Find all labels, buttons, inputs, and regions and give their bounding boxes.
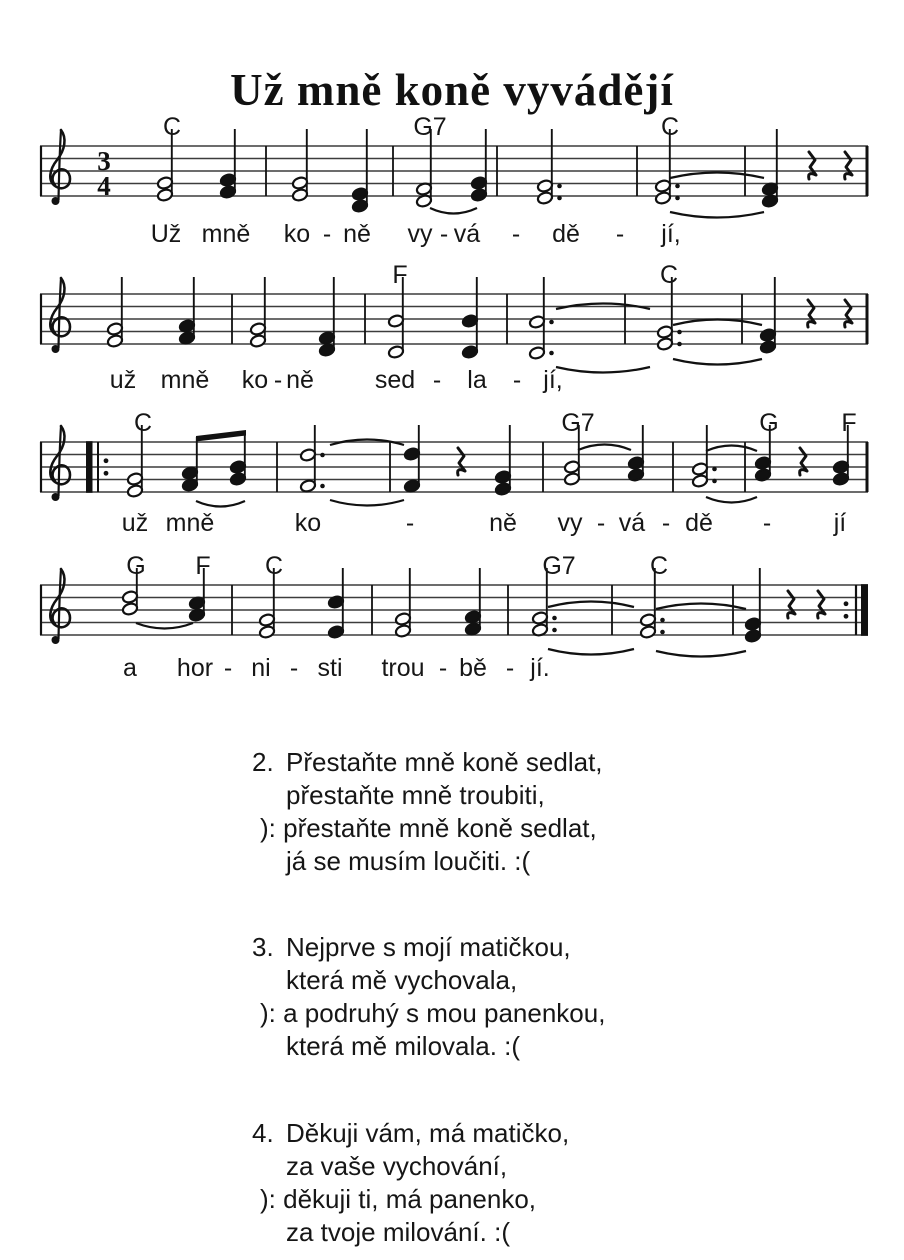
verse-line: ): děkuji ti, má panenko, <box>260 1184 537 1214</box>
augmentation-dot <box>552 616 557 621</box>
tie <box>706 446 757 452</box>
notehead <box>640 625 657 639</box>
notehead <box>259 625 276 639</box>
note-quarter <box>465 568 482 636</box>
quarter-rest-icon <box>458 448 465 475</box>
verse-line: ): přestaňte mně koně sedlat, <box>260 813 597 843</box>
verse-line: ): a podruhý s mou panenkou, <box>260 998 606 1028</box>
augmentation-dot <box>549 320 554 325</box>
final-barline <box>861 584 868 636</box>
treble-clef-icon <box>52 493 60 501</box>
tie <box>670 173 764 179</box>
verse-number: 3. <box>252 932 274 962</box>
treble-clef-icon <box>52 197 60 205</box>
tie <box>330 500 404 506</box>
note-quarter <box>328 568 345 639</box>
quarter-rest-icon <box>809 152 816 179</box>
note-half <box>692 425 717 488</box>
verse-lines <box>260 1117 570 1249</box>
note-half <box>107 277 124 348</box>
lyric-syllable: ně <box>343 220 371 248</box>
notehead <box>537 191 554 205</box>
notehead <box>319 343 336 357</box>
chord-label: G7 <box>542 552 576 580</box>
notehead <box>529 346 546 360</box>
lyric-syllable: sed <box>374 366 416 394</box>
augmentation-dot <box>552 628 557 633</box>
tie <box>673 359 762 365</box>
lyric-hyphen: - <box>273 366 283 394</box>
repeat-dots-icon <box>104 471 109 476</box>
note-quarter <box>319 277 336 357</box>
treble-clef-icon <box>52 636 60 644</box>
note-quarter <box>628 425 645 482</box>
lyric-hyphen: - <box>762 509 772 537</box>
notehead <box>352 199 369 213</box>
repeat-dots-icon <box>844 601 849 606</box>
lyric-syllable: jí, <box>543 366 563 394</box>
lyric-syllable: mně <box>201 220 251 248</box>
verse-4 <box>252 1117 569 1249</box>
time-signature <box>97 146 111 201</box>
lyric-syllable: jí, <box>661 220 681 248</box>
lyric-hyphen: - <box>596 509 606 537</box>
treble-clef-icon <box>52 345 60 353</box>
lyric-syllable: ni <box>251 654 271 682</box>
verse-lines <box>260 746 603 878</box>
augmentation-dot <box>712 467 717 472</box>
note-quarter <box>745 568 762 643</box>
verse-line: za tvoje milování. :( <box>286 1217 510 1247</box>
notehead <box>230 472 247 486</box>
lyric-hyphen: - <box>512 366 522 394</box>
augmentation-dot <box>677 330 682 335</box>
verse-line: která mě vychovala, <box>286 965 518 995</box>
notehead <box>388 345 405 359</box>
verse-line: Přestaňte mně koně sedlat, <box>286 747 603 777</box>
note-quarter <box>462 277 479 359</box>
lyric-hyphen: - <box>223 654 233 682</box>
lyric-hyphen: - <box>511 220 521 248</box>
lyric-syllable: trou <box>381 654 425 682</box>
notehead <box>833 472 850 486</box>
lyric-syllable: la <box>467 366 487 394</box>
lyric-hyphen: - <box>405 509 415 537</box>
notehead <box>465 622 482 636</box>
notehead <box>692 474 709 488</box>
chord-label: F <box>841 409 857 437</box>
chord-label: C <box>133 409 153 437</box>
quarter-rest-icon <box>788 591 795 618</box>
note-half <box>388 277 405 359</box>
note-half <box>250 277 267 348</box>
notehead <box>462 345 479 359</box>
lyric-syllable: jí <box>833 509 847 537</box>
quarter-rest-icon <box>818 591 825 618</box>
song-title: Už mně koně vyvádějí <box>230 65 674 116</box>
augmentation-dot <box>557 196 562 201</box>
notehead <box>760 340 777 354</box>
tie <box>548 649 634 655</box>
chord-label: G <box>126 552 146 580</box>
augmentation-dot <box>320 484 325 489</box>
chord-label: G7 <box>561 409 595 437</box>
lyric-syllable: ko <box>241 366 269 394</box>
verse-lines <box>260 931 606 1063</box>
notehead <box>127 484 144 498</box>
repeat-start-barline <box>86 441 93 493</box>
quarter-rest-icon <box>800 448 807 475</box>
note-half <box>395 568 412 638</box>
augmentation-dot <box>557 184 562 189</box>
notehead <box>250 334 267 348</box>
chord-label: C <box>264 552 284 580</box>
lyric-syllable: vá <box>618 509 646 537</box>
lyric-hyphen: - <box>322 220 332 248</box>
verse-line: za vaše vychování, <box>286 1151 508 1181</box>
augmentation-dot <box>712 479 717 484</box>
lyric-syllable: ně <box>489 509 517 537</box>
notehead <box>404 479 421 493</box>
verse-line: přestaňte mně troubiti, <box>286 780 545 810</box>
notehead <box>395 624 412 638</box>
augmentation-dot <box>677 342 682 347</box>
repeat-dots-icon <box>844 614 849 619</box>
notehead <box>107 334 124 348</box>
note-quarter <box>179 277 196 345</box>
staff-system-4 <box>40 552 868 682</box>
lyric-syllable: jí. <box>530 654 550 682</box>
augmentation-dot <box>660 618 665 623</box>
lyric-syllable: mně <box>165 509 215 537</box>
lyric-syllable: bě <box>459 654 487 682</box>
augmentation-dot <box>675 184 680 189</box>
staff-system-1 <box>40 113 868 248</box>
quarter-rest-icon <box>808 300 815 327</box>
notehead <box>179 331 196 345</box>
tie <box>136 623 193 629</box>
notehead <box>745 629 762 643</box>
notehead <box>495 482 512 496</box>
quarter-rest-icon <box>845 152 852 179</box>
augmentation-dot <box>675 196 680 201</box>
chord-label: C <box>162 113 182 141</box>
augmentation-dot <box>549 351 554 356</box>
note-half <box>292 129 309 202</box>
lyric-hyphen: - <box>289 654 299 682</box>
repeat-dots-icon <box>104 458 109 463</box>
chord-label: F <box>392 261 408 289</box>
lyric-syllable: dě <box>685 509 713 537</box>
notehead <box>292 188 309 202</box>
lyric-syllable: ko <box>294 509 322 537</box>
notehead <box>471 188 488 202</box>
note-quarter <box>471 129 488 202</box>
tie <box>656 651 746 657</box>
lyric-syllable: vy <box>557 509 583 537</box>
note-half <box>537 129 562 205</box>
lyric-hyphen: - <box>439 220 449 248</box>
lyric-syllable: dě <box>552 220 580 248</box>
lyric-syllable: sti <box>317 654 343 682</box>
lyric-syllable: hor <box>176 654 214 682</box>
verse-number: 2. <box>252 747 274 777</box>
chord-label: C <box>660 113 680 141</box>
tie <box>673 320 762 326</box>
notehead <box>657 337 674 351</box>
staff-system-3 <box>40 409 868 537</box>
lyric-hyphen: - <box>438 654 448 682</box>
tie <box>196 501 245 507</box>
verse-line: Nejprve s mojí matičkou, <box>286 932 571 962</box>
lyric-hyphen: - <box>505 654 515 682</box>
quarter-rest-icon <box>845 300 852 327</box>
notehead <box>328 625 345 639</box>
lyric-syllable: mně <box>160 366 210 394</box>
chord-label: G <box>759 409 779 437</box>
tie <box>578 445 631 451</box>
lyric-syllable: už <box>121 509 149 537</box>
tie <box>430 208 477 214</box>
lyric-syllable: vy <box>407 220 433 248</box>
chord-label: C <box>649 552 669 580</box>
lyric-syllable: vá <box>453 220 481 248</box>
verse-line: Děkuji vám, má matičko, <box>286 1118 570 1148</box>
lyric-hyphen: - <box>661 509 671 537</box>
lyric-syllable: už <box>109 366 137 394</box>
tie <box>556 367 650 373</box>
tie <box>548 602 634 608</box>
notehead <box>300 479 317 493</box>
lyric-syllable: Už <box>150 220 182 248</box>
verse-2 <box>252 746 603 878</box>
note-quarter <box>220 129 237 199</box>
verse-line: já se musím loučiti. :( <box>286 846 531 876</box>
time-signature-digit: 4 <box>97 171 111 201</box>
notehead <box>157 188 174 202</box>
augmentation-dot <box>660 630 665 635</box>
verse-number: 4. <box>252 1118 274 1148</box>
beam <box>196 430 246 442</box>
time-signature-digit: 3 <box>97 146 111 176</box>
chord-label: G7 <box>413 113 447 141</box>
lyric-syllable: ně <box>286 366 314 394</box>
note-quarter <box>495 425 512 496</box>
chord-label: C <box>659 261 679 289</box>
notehead <box>655 191 672 205</box>
tie <box>670 212 764 218</box>
chord-label: F <box>195 552 211 580</box>
note-quarter <box>760 277 777 354</box>
augmentation-dot <box>320 453 325 458</box>
note-quarter <box>230 431 247 486</box>
note-quarter <box>182 437 199 492</box>
lyric-hyphen: - <box>615 220 625 248</box>
notehead <box>564 472 581 486</box>
lyric-hyphen: - <box>432 366 442 394</box>
note-half <box>300 425 325 493</box>
notehead <box>220 185 237 199</box>
verse-3 <box>252 931 605 1063</box>
notehead <box>122 602 139 616</box>
verse-line: která mě milovala. :( <box>286 1031 521 1061</box>
staff-system-2 <box>40 261 868 394</box>
tie <box>706 497 757 503</box>
lyric-syllable: a <box>123 654 137 682</box>
lyric-syllable: ko <box>283 220 311 248</box>
note-quarter <box>404 425 421 493</box>
